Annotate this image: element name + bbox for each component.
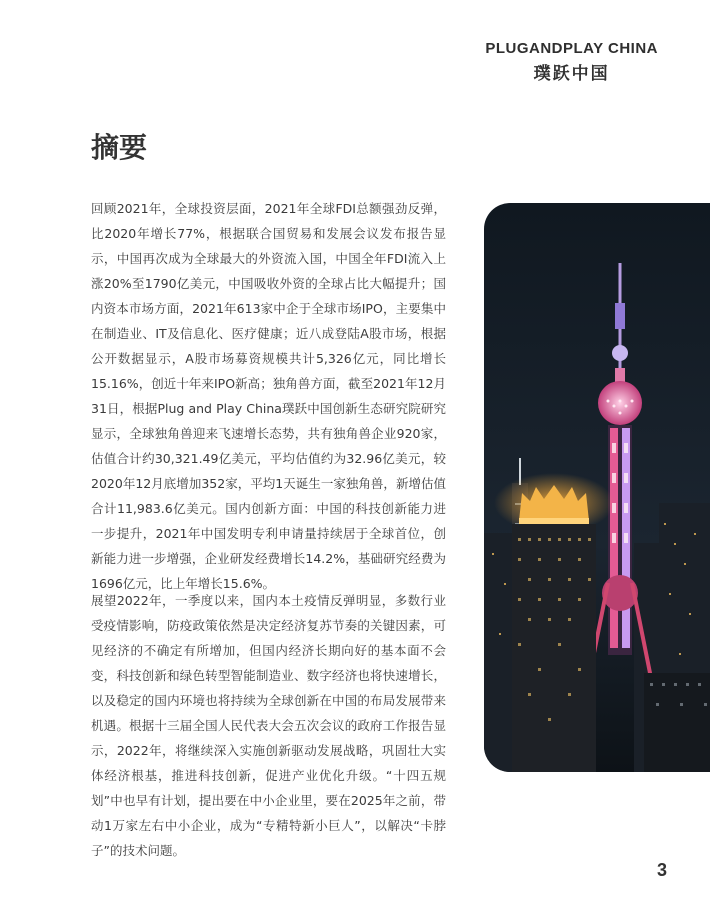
summary-paragraph-2: 展望2022年，一季度以来，国内本土疫情反弹明显，多数行业受疫情影响，防疫政策依然是决定经济复苏节奏的关键因素，可见经济的不确定有所增加，但国内经济长期向好的基本面不会变，科技创新和绿色转型智能制造业、数字经济也将快速增长，以及稳定的国内环境也将持续为全球创新在中国的布局发展带来机遇。根据十三届全国人民代表大会五次会议的政府工作报告显示，2022年，将继续深入实施创新驱动发展战略，巩固壮大实体经济根基，推进科技创新，促进产业优化升级。“十四五规划”中也早有计划，提出要在中小企业里，要在2025年之前，带动1万家左右中小企业，成为“专精特新小巨人”，以解决“卡脖子”的技术问题。 (91, 593, 446, 858)
logo-wordmark: PLUGANDPLAY CHINA (485, 40, 658, 57)
logo-chinese-name: 璞跃中国 (533, 64, 610, 84)
summary-paragraph-1: 回顾2021年，全球投资层面，2021年全球FDI总额强劲反弹，比2020年增长77%，根据联合国贸易和发展会议发布报告显示，中国再次成为全球最大的外资流入国，中国全年FDI流入上涨20%至1790亿美元，中国吸收外资的全球占比大幅提升；国内资本市场方面，2021年613家中企于全球市场IPO，主要集中在制造业、IT及信息化、医疗健康；近八成登陆A股市场，根据公开数据显示，A股市场募资规模共计5,326亿元，同比增长15.16%，创近十年来IPO新高；独角兽方面，截至2021年12月31日，根据Plug and Play China璞跃中国创新生态研究院研究显示，全球独角兽迎来飞速增长态势，共有独角兽企业920家，估值合计约30,321.49亿美元，平均估值约为32.96亿美元，较2020年12月底增加352家，平均1天诞生一家独角兽，新增估值合计11,983.6亿美元。国内创新方面：中国的科技创新能力进一步提升，2021年中国发明专利申请量持续居于全球首位，创新能力进一步增强，企业研发经费增长14.2%，基础研究经费为1696亿元，比上年增长15.6%。 (91, 201, 446, 591)
page-number: 3 (656, 860, 667, 880)
city-night-photo (484, 203, 710, 772)
page-title: 摘要 (91, 131, 148, 164)
brand-logo (485, 40, 658, 84)
